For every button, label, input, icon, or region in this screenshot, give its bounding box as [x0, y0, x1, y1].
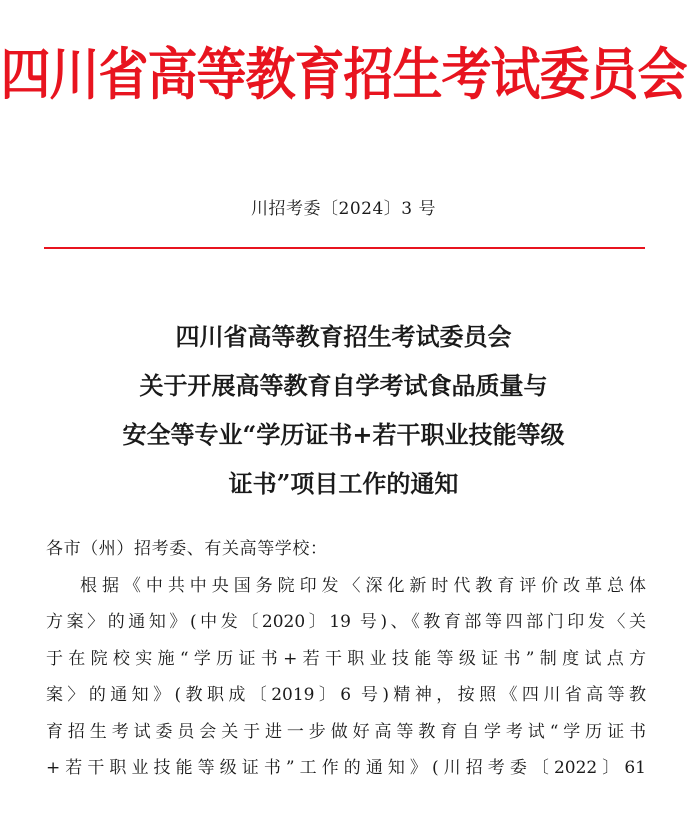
body-line-4: 案〉的通知》(教职成〔2019〕6 号)精神，按照《四川省高等教	[46, 685, 646, 705]
body-line-6: +若干职业技能等级证书”工作的通知》(川招考委〔2022〕61	[46, 758, 646, 778]
title-line-1: 四川省高等教育招生考试委员会	[175, 322, 512, 351]
salutation: 各市（州）招考委、有关高等学校：	[46, 539, 328, 559]
title-line-2: 关于开展高等教育自学考试食品质量与	[139, 371, 548, 400]
body-line-5: 育招生考试委员会关于进一步做好高等教育自学考试“学历证书	[46, 721, 646, 742]
masthead-org-name: 四川省高等教育招生考试委员会	[0, 42, 687, 108]
notice-title	[0, 312, 687, 508]
body-line-1: 根据《中共中央国务院印发〈深化新时代教育评价改革总体	[80, 575, 646, 596]
title-line-3: 安全等专业“学历证书+若干职业技能等级	[122, 420, 565, 449]
notice-body	[46, 531, 646, 787]
title-line-4: 证书”项目工作的通知	[228, 469, 459, 498]
red-divider-line	[44, 247, 645, 249]
document-number: 川招考委〔2024〕3 号	[251, 199, 436, 219]
body-line-3: 于在院校实施“学历证书+若干职业技能等级证书”制度试点方	[46, 648, 646, 669]
body-line-2: 方案〉的通知》(中发〔2020〕19 号)、《教育部等四部门印发〈关	[46, 612, 646, 632]
